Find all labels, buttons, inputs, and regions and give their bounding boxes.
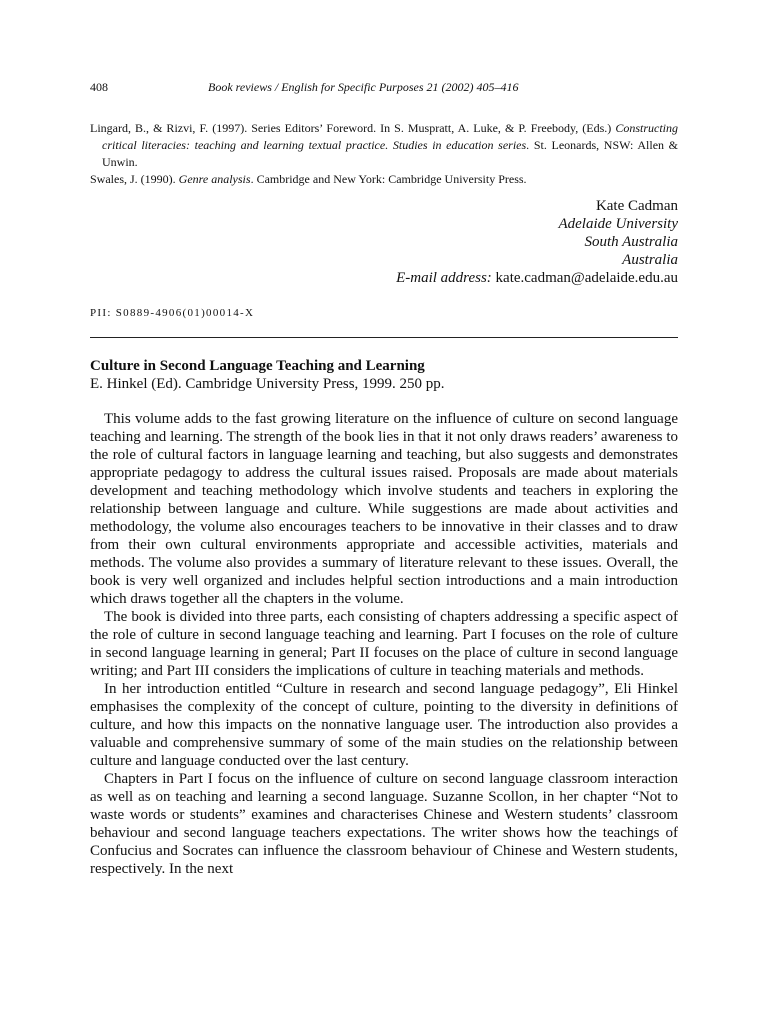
review-body: [90, 410, 678, 878]
reviewer-name: Kate Cadman: [595, 198, 678, 214]
reference-text: Lingard, B., & Rizvi, F. (1997). Series Editors’ Foreword. In S. Muspratt, A. Luke, & P. Freebody, (Eds.): [90, 121, 616, 135]
reviewer-affiliation: Adelaide University: [558, 216, 678, 232]
section-divider: [90, 337, 678, 338]
reference-text: . Cambridge and New York: Cambridge University Press.: [250, 172, 527, 186]
reviewer-email-line: [90, 269, 678, 287]
reference-entry: [90, 120, 678, 171]
reviewer-country: Australia: [622, 252, 678, 268]
reference-text: . St. Leonards, NSW: Allen & Unwin.: [102, 138, 679, 169]
reviewer-signature: [90, 197, 678, 287]
review-book-title: Culture in Second Language Teaching and Learning: [90, 358, 425, 374]
body-paragraph: This volume adds to the fast growing literature on the influence of culture on second language teaching and learning. The strength of the book lies in that it not only draws readers’ awareness to the role of cultural factors in language learning and teaching, but also suggests and demonstrates appropriate pedagogy to address the cultural issues raised. Proposals are made about materials development and teaching methodology which involve students and teachers in exploring the relationship between language and culture. While suggestions are made about activities and methodology, the volume also encourages teachers to be innovative in their classes and to draw from their own cultural environments appropriate and accessible activities, materials and methods. The volume also provides a summary of literature relevant to these issues. Overall, the book is very well organized and includes helpful section introductions and a main introduction which draws together all the chapters in the volume.: [90, 411, 678, 607]
running-head: [90, 78, 678, 96]
journal-page: [90, 78, 678, 878]
email-address: kate.cadman@adelaide.edu.au: [495, 270, 678, 286]
review-book-details: E. Hinkel (Ed). Cambridge University Press, 1999. 250 pp.: [90, 376, 445, 392]
body-paragraph: The book is divided into three parts, each consisting of chapters addressing a specific aspect of the role of culture in second language teaching and learning. Part I focuses on the role of culture in second language learning in general; Part II focuses on the place of culture in second language writing; and Part III considers the implications of culture in teaching materials and methods.: [90, 609, 678, 679]
reference-list: [90, 120, 678, 188]
body-paragraph: Chapters in Part I focus on the influence of culture on second language classroom interaction as well as on teaching and learning a second language. Suzanne Scollon, in her chapter “Not to waste words or students” examines and characterises Chinese and Western students’ classroom behaviour and second language teachers expectations. The writer shows how the teachings of Confucius and Socrates can influence the classroom behaviour of Chinese and Western students, respectively. In the next: [90, 771, 678, 877]
pii-identifier: PII: S0889-4906(01)00014-X: [90, 307, 255, 319]
reference-entry: [90, 171, 678, 188]
journal-citation-header: Book reviews / English for Specific Purposes 21 (2002) 405–416: [208, 80, 519, 94]
body-paragraph: In her introduction entitled “Culture in research and second language pedagogy”, Eli Hinkel emphasises the complexity of the concept of culture, pointing to the diversity in definitions of culture, and how this impacts on the nonnative language user. The introduction also provides a valuable and comprehensive summary of some of the main studies on the relationship between culture and language conducted over the last century.: [90, 681, 678, 769]
page-number: 408: [90, 80, 108, 94]
reference-text: Swales, J. (1990).: [90, 172, 179, 186]
reviewer-region: South Australia: [584, 234, 678, 250]
reference-title: Genre analysis: [178, 172, 251, 186]
reference-title: Constructing critical literacies: teaching and learning textual practice. Studies in education series: [102, 121, 678, 152]
email-label: E-mail address:: [396, 270, 492, 286]
